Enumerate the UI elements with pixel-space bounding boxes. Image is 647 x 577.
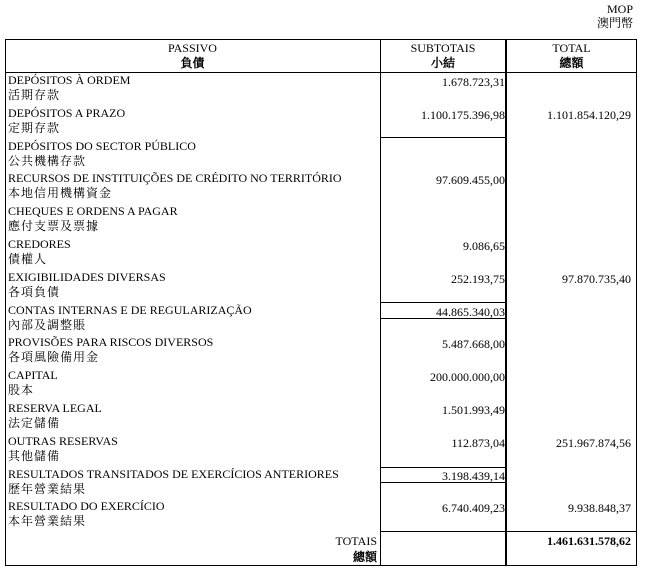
row-total: 9.938.848,37 [568,501,631,516]
row-label-zh: 股本 [8,383,35,398]
table-row [5,270,637,302]
row-label-zh: 定期存款 [8,120,61,135]
row-label-pt: DEPÓSITOS A PRAZO [8,105,126,120]
table-row [5,368,637,400]
header-subtotais-zh: 小結 [430,56,455,70]
row-label-pt: CAPITAL [8,368,58,383]
table-row [5,204,637,236]
row-subtotal: 252.193,75 [451,271,505,286]
row-subtotal: 3.198.439,14 [442,468,505,483]
totals-label [5,533,381,565]
row-subtotal: 200.000.000,00 [430,370,505,385]
header-subtotais [381,41,505,71]
currency-zh: 澳門幣 [596,16,633,30]
row-subtotal: 97.609.455,00 [436,173,505,188]
row-label [8,434,118,464]
table-row [5,303,637,335]
row-label [8,73,130,103]
row-label [8,204,178,234]
row-label-zh: 各項負債 [8,284,61,299]
row-label-pt: PROVISÕES PARA RISCOS DIVERSOS [8,335,214,350]
row-label [8,401,102,431]
header-passivo-zh: 負債 [180,56,205,70]
row-label [8,303,252,333]
table-row [5,434,637,466]
row-subtotal: 6.740.409,23 [442,501,505,516]
table-top-border [5,39,637,40]
table-row [5,139,637,171]
row-total: 1.101.854.120,29 [547,107,631,122]
currency-label [597,2,633,30]
header-passivo [5,41,380,71]
table-row [5,106,637,138]
grand-total-value: 1.461.631.578,62 [547,534,631,548]
row-label-pt: DEPÓSITOS À ORDEM [8,73,131,87]
header-total-pt: TOTAL [552,41,591,55]
row-subtotal: 5.487.668,00 [442,337,505,352]
row-label [8,467,339,497]
row-label-pt: RESULTADOS TRANSITADOS DE EXERCÍCIOS ANTERIORES [8,466,339,481]
totals-label-zh: 總額 [352,550,377,564]
table-row [5,237,637,269]
row-label [8,106,125,136]
row-total: 251.967.874,56 [556,435,631,450]
table-row [5,335,637,367]
row-subtotal: 1.100.175.396,98 [421,107,505,122]
row-label-zh: 各項風險備用金 [8,350,100,365]
table-row [5,499,637,531]
row-label-zh: 其他儲備 [8,448,61,463]
table-row [5,467,637,499]
row-label [8,237,71,267]
row-label-pt: CHEQUES E ORDENS A PAGAR [8,204,178,219]
row-label-zh: 應付支票及票據 [8,219,100,234]
row-label [8,171,342,201]
row-label-zh: 活期存款 [8,88,61,102]
row-label-zh: 本地信用機構資金 [8,186,113,201]
row-label [8,335,213,365]
row-label-pt: DEPÓSITOS DO SECTOR PÚBLICO [8,138,196,153]
row-label [8,270,166,300]
row-label-zh: 法定儲備 [8,416,61,430]
row-subtotal: 9.086,65 [463,239,505,253]
row-label-pt: RESULTADO DO EXERCÍCIO [8,499,165,514]
table-row [5,401,637,433]
totals-label-pt: TOTAIS [335,534,377,548]
row-label-pt: OUTRAS RESERVAS [8,433,118,448]
row-label-pt: CONTAS INTERNAS E DE REGULARIZAÇÃO [8,302,252,317]
header-passivo-pt: PASSIVO [168,41,217,55]
row-label-zh: 債權人 [8,252,48,266]
row-label-zh: 公共機構存款 [8,153,87,168]
table-row [5,171,637,203]
table-bottom-border [5,565,637,566]
row-label-pt: RECURSOS DE INSTITUIÇÕES DE CRÉDITO NO TERRITÓRIO [8,171,342,186]
currency-code: MOP [606,2,633,16]
row-subtotal: 112.873,04 [451,435,505,450]
row-subtotal: 44.865.340,03 [436,304,505,319]
row-subtotal: 1.501.993,49 [442,403,505,417]
row-label-zh: 本年營業結果 [8,514,87,529]
balance-sheet-table [5,39,637,566]
row-label [8,368,58,398]
row-label-zh: 歷年營業結果 [8,481,87,496]
header-subtotais-pt: SUBTOTAIS [410,41,476,55]
row-total: 97.870.735,40 [562,271,631,286]
header-total-zh: 總額 [559,56,584,70]
row-label-pt: EXIGIBILIDADES DIVERSAS [8,269,166,284]
row-label-pt: CREDORES [8,237,71,251]
row-label-zh: 內部及調整賬 [8,317,87,332]
row-label-pt: RESERVA LEGAL [8,401,102,415]
header-total [507,41,636,71]
row-label [8,499,165,529]
row-subtotal: 1.678.723,31 [442,75,505,89]
row-label [8,139,196,169]
table-row [5,73,637,105]
